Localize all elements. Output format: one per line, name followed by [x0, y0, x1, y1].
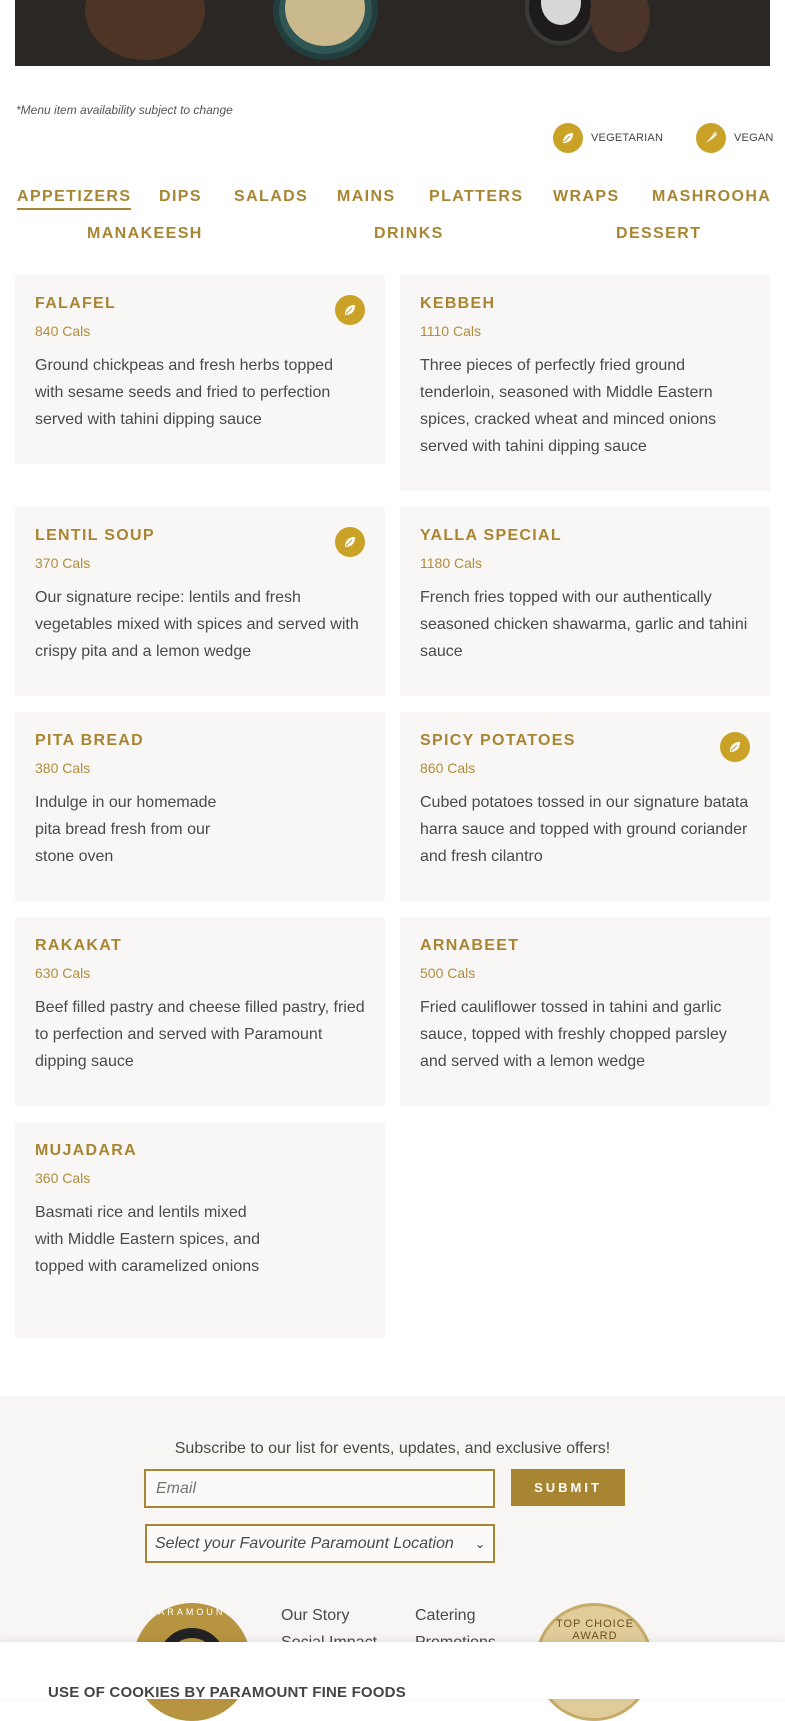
cookie-title: USE OF COOKIES BY PARAMOUNT FINE FOODS — [48, 1684, 406, 1701]
menu-item-card[interactable] — [15, 917, 385, 1106]
tab-platters[interactable]: PLATTERS — [429, 188, 524, 205]
item-name: MUJADARA — [35, 1142, 137, 1159]
item-calories: 360 Cals — [35, 1170, 91, 1186]
item-description: Indulge in our homemade pita bread fresh from our stone oven — [35, 794, 217, 865]
menu-item-card[interactable] — [400, 275, 770, 491]
item-description: Basmati rice and lentils mixed with Middle Eastern spices, and topped with caramelized onions — [35, 1204, 260, 1275]
email-input[interactable] — [144, 1469, 495, 1508]
tab-dessert[interactable]: DESSERT — [616, 225, 702, 242]
item-name: FALAFEL — [35, 295, 117, 312]
footer-link-catering[interactable]: Catering — [415, 1607, 476, 1624]
item-name: RAKAKAT — [35, 937, 123, 954]
item-name: KEBBEH — [420, 295, 496, 312]
availability-note: *Menu item availability subject to change — [16, 103, 233, 117]
tab-manakeesh[interactable]: MANAKEESH — [87, 225, 203, 242]
tab-mains[interactable]: MAINS — [337, 188, 396, 205]
item-name: ARNABEET — [420, 937, 520, 954]
menu-item-card[interactable] — [15, 507, 385, 696]
leaf-icon — [335, 527, 365, 557]
location-select[interactable] — [145, 1524, 495, 1563]
menu-item-card[interactable] — [400, 507, 770, 696]
logo-text: PARAMOUNT — [150, 1607, 234, 1617]
leaf-icon — [335, 295, 365, 325]
tab-mashrooha[interactable]: MASHROOHA — [652, 188, 772, 205]
item-calories: 380 Cals — [35, 760, 91, 776]
subscribe-text: Subscribe to our list for events, updates, and exclusive offers! — [174, 1440, 611, 1457]
menu-item-card[interactable] — [15, 275, 385, 464]
cookie-banner — [0, 1642, 785, 1699]
leaf-icon — [720, 732, 750, 762]
item-name: YALLA SPECIAL — [420, 527, 562, 544]
item-description: Cubed potatoes tossed in our signature batata harra sauce and topped with ground coriander and fresh cilantro — [420, 794, 749, 865]
menu-item-card[interactable] — [15, 712, 385, 901]
legend-vegan: VEGAN — [696, 122, 774, 154]
item-description: Our signature recipe: lentils and fresh vegetables mixed with spices and served with crispy pita and a lemon wedge — [35, 589, 359, 660]
menu-item-card[interactable] — [400, 917, 770, 1106]
location-select-value: Select your Favourite Paramount Location — [155, 1534, 454, 1552]
tab-dips[interactable]: DIPS — [159, 188, 202, 205]
item-description: French fries topped with our authentically seasoned chicken shawarma, garlic and tahini sauce — [420, 589, 748, 660]
item-calories: 1110 Cals — [420, 323, 481, 339]
tab-appetizers[interactable]: APPETIZERS — [17, 188, 131, 210]
item-description: Beef filled pastry and cheese filled pastry, fried to perfection and served with Paramount dipping sauce — [35, 999, 365, 1070]
item-name: PITA BREAD — [35, 732, 144, 749]
item-calories: 860 Cals — [420, 760, 476, 776]
menu-item-card[interactable] — [400, 712, 770, 901]
tab-salads[interactable]: SALADS — [234, 188, 309, 205]
item-name: LENTIL SOUP — [35, 527, 155, 544]
item-calories: 840 Cals — [35, 323, 91, 339]
item-calories: 500 Cals — [420, 965, 476, 981]
submit-button[interactable]: SUBMIT — [511, 1469, 625, 1506]
menu-item-card[interactable] — [15, 1122, 385, 1338]
carrot-icon — [696, 123, 726, 153]
item-calories: 630 Cals — [35, 965, 91, 981]
leaf-icon — [553, 123, 583, 153]
item-calories: 1180 Cals — [420, 555, 483, 571]
item-name: SPICY POTATOES — [420, 732, 576, 749]
legend-vegetarian: VEGETARIAN — [553, 122, 663, 154]
tab-wraps[interactable]: WRAPS — [553, 188, 620, 205]
item-description: Fried cauliflower tossed in tahini and garlic sauce, topped with freshly chopped parsley and served with a lemon wedge — [420, 999, 727, 1070]
chevron-down-icon: ⌄ — [474, 1536, 485, 1551]
award-text: TOP CHOICE AWARD — [555, 1618, 635, 1642]
footer-link-our-story[interactable]: Our Story — [281, 1607, 350, 1624]
tab-drinks[interactable]: DRINKS — [374, 225, 444, 242]
hero-image — [15, 0, 770, 66]
item-description: Ground chickpeas and fresh herbs topped with sesame seeds and fried to perfection served with tahini dipping sauce — [35, 357, 333, 428]
item-calories: 370 Cals — [35, 555, 91, 571]
item-description: Three pieces of perfectly fried ground tenderloin, seasoned with Middle Eastern spices, cracked wheat and minced onions served with tahini dipping sauce — [420, 357, 717, 455]
